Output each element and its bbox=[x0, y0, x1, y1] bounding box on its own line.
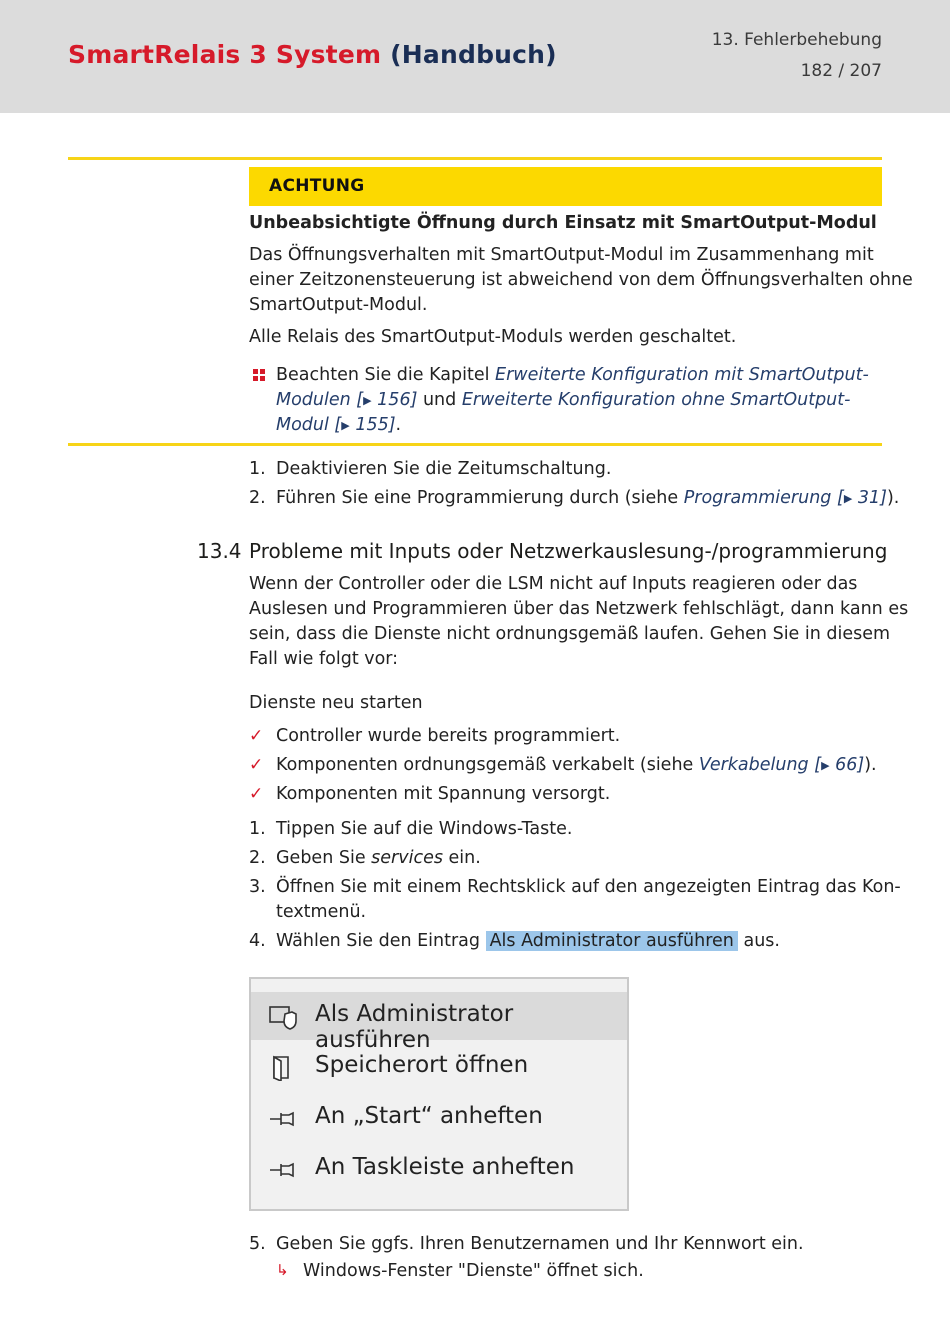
step-number: 4. bbox=[249, 931, 266, 951]
precondition-text: Controller wurde bereits programmiert. bbox=[276, 726, 621, 746]
menu-item-label: Als Administrator ausführen bbox=[315, 1001, 514, 1053]
section-text-line: sein, dass die Dienste nicht ordnungsgemäß laufen. Gehen Sie in diesem bbox=[249, 624, 891, 644]
menu-item-run-as-admin[interactable] bbox=[251, 992, 627, 1053]
step-text: Geben Sie ggfs. Ihren Benutzernamen und Ihr Kennwort ein. bbox=[276, 1234, 804, 1254]
subheading: Dienste neu starten bbox=[249, 693, 423, 713]
section-text-line: Auslesen und Programmieren über das Netzwerk fehlschlägt, dann kann es bbox=[249, 599, 909, 619]
link-config-with-smartoutput[interactable]: Erweiterte Konfiguration mit SmartOutput- bbox=[495, 365, 869, 385]
shield-icon bbox=[269, 1004, 297, 1030]
menu-item-pin-taskbar[interactable] bbox=[251, 1145, 627, 1193]
menu-item-pin-start[interactable] bbox=[251, 1094, 627, 1142]
check-icon: ✓ bbox=[249, 755, 264, 775]
link-verkabelung[interactable]: Verkabelung [▶ 66] bbox=[698, 755, 865, 775]
link-config-with-smartoutput-page[interactable]: Modulen [▶ 156] bbox=[276, 390, 418, 410]
section-number: 13.4 bbox=[197, 539, 242, 563]
menu-item-label: An Taskleiste anheften bbox=[315, 1154, 575, 1180]
menu-item-label: Speicherort öffnen bbox=[315, 1052, 529, 1078]
context-menu-screenshot bbox=[249, 977, 629, 1211]
check-icon: ✓ bbox=[249, 726, 264, 746]
ui-element-highlight: Als Administrator ausführen bbox=[486, 931, 738, 951]
link-config-without-smartoutput-page[interactable]: Modul [▶ 155] bbox=[276, 415, 396, 435]
step-number: 1. bbox=[249, 819, 266, 839]
link-programmierung[interactable]: Programmierung [▶ 31] bbox=[683, 488, 887, 508]
brand-subtitle: (Handbuch) bbox=[390, 40, 557, 69]
step-number: 1. bbox=[249, 459, 266, 479]
pin-icon bbox=[269, 1106, 297, 1132]
manual-title bbox=[68, 40, 557, 69]
brand-name: SmartRelais 3 System bbox=[68, 40, 382, 69]
step-text: textmenü. bbox=[276, 902, 367, 922]
step-text: Geben Sie services ein. bbox=[276, 848, 481, 868]
precondition-text: Komponenten ordnungsgemäß verkabelt (siehe Verkabelung [▶ 66]). bbox=[276, 755, 877, 775]
warning-note-line: Modul [▶ 155]. bbox=[276, 415, 402, 435]
warning-text-line: SmartOutput-Modul. bbox=[249, 295, 428, 315]
step-text: Führen Sie eine Programmierung durch (siehe Programmierung [▶ 31]). bbox=[276, 488, 900, 508]
link-config-without-smartoutput[interactable]: Erweiterte Konfiguration ohne SmartOutput- bbox=[461, 390, 851, 410]
instruction-bullet-icon bbox=[253, 369, 265, 381]
step-number: 5. bbox=[249, 1234, 266, 1254]
step-text: Wählen Sie den Eintrag Als Administrator ausführen aus. bbox=[276, 931, 780, 951]
result-text: Windows-Fenster "Dienste" öffnet sich. bbox=[303, 1261, 644, 1281]
menu-item-label: An „Start“ anheften bbox=[315, 1103, 543, 1129]
warning-bottom-rule bbox=[68, 443, 882, 446]
menu-item-open-location[interactable] bbox=[251, 1043, 627, 1091]
section-title: Probleme mit Inputs oder Netzwerkauslesung-/programmierung bbox=[249, 539, 888, 563]
warning-note-line: Modulen [▶ 156] und Erweiterte Konfiguration ohne SmartOutput- bbox=[276, 390, 851, 410]
pin-icon bbox=[269, 1157, 297, 1183]
step-number: 2. bbox=[249, 488, 266, 508]
folder-open-icon bbox=[269, 1055, 297, 1081]
chapter-label: 13. Fehlerbehebung bbox=[711, 30, 882, 50]
step-number: 2. bbox=[249, 848, 266, 868]
step-text: Öffnen Sie mit einem Rechtsklick auf den angezeigten Eintrag das Kon- bbox=[276, 877, 901, 897]
warning-text-line: einer Zeitzonensteuerung ist abweichend von dem Öffnungsverhalten ohne bbox=[249, 270, 913, 290]
step-text: Tippen Sie auf die Windows-Taste. bbox=[276, 819, 573, 839]
warning-top-rule bbox=[68, 157, 882, 160]
result-arrow-icon: ↳ bbox=[276, 1261, 289, 1279]
warning-label: ACHTUNG bbox=[269, 176, 365, 196]
precondition-text: Komponenten mit Spannung versorgt. bbox=[276, 784, 611, 804]
warning-title: Unbeabsichtigte Öffnung durch Einsatz mit SmartOutput-Modul bbox=[249, 213, 877, 233]
page-number: 182 / 207 bbox=[800, 61, 882, 81]
warning-text-line: Das Öffnungsverhalten mit SmartOutput-Modul im Zusammenhang mit bbox=[249, 245, 874, 265]
warning-text-relais: Alle Relais des SmartOutput-Moduls werden geschaltet. bbox=[249, 327, 737, 347]
step-text: Deaktivieren Sie die Zeitumschaltung. bbox=[276, 459, 612, 479]
step-number: 3. bbox=[249, 877, 266, 897]
section-text-line: Wenn der Controller oder die LSM nicht auf Inputs reagieren oder das bbox=[249, 574, 858, 594]
section-text-line: Fall wie folgt vor: bbox=[249, 649, 399, 669]
check-icon: ✓ bbox=[249, 784, 264, 804]
page-header bbox=[0, 0, 950, 113]
warning-header bbox=[249, 167, 882, 206]
warning-note-line: Beachten Sie die Kapitel Erweiterte Konfiguration mit SmartOutput- bbox=[276, 365, 869, 385]
